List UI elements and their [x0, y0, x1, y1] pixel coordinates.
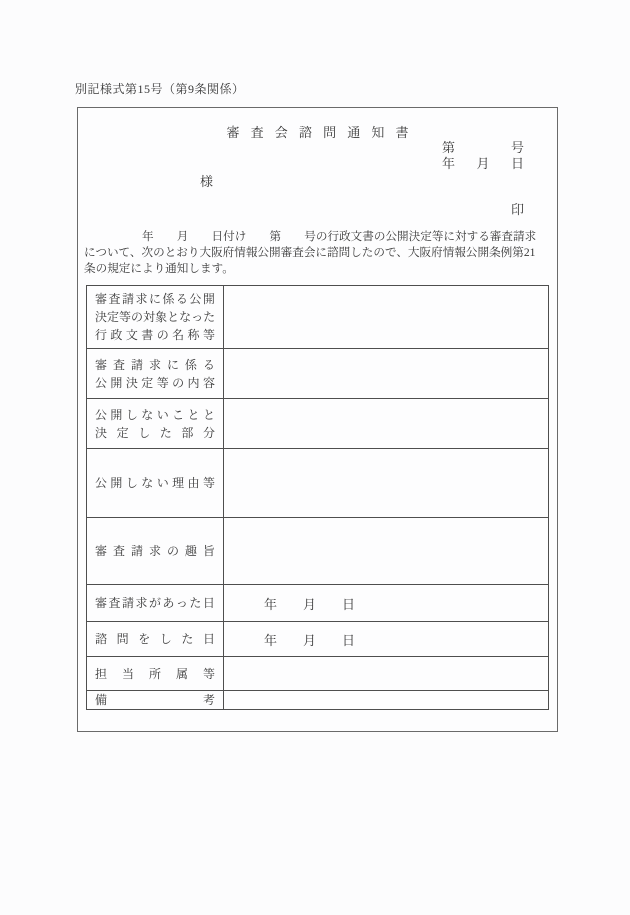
row-label-line: 決 定 等 の 対 象 と な っ た [95, 310, 216, 324]
date-placeholder: 年 月 日 [264, 632, 355, 648]
row-value-consultation-date [224, 622, 548, 656]
row-label-line: 決 定 し た 部 分 [95, 425, 215, 440]
row-label-line: 審 査 請 求 に 係 る 公 開 [95, 292, 215, 306]
row-label-nondisclosure-reason [87, 449, 224, 517]
body-paragraph-line: 年 月 日付け 第 号の行政文書の公開決定等に対する審査請求 [84, 230, 537, 243]
table-row-request-purpose [87, 517, 548, 584]
row-label-line: 審 査 請 求 が あ っ た 日 [95, 596, 215, 610]
row-value-decision-content [224, 349, 548, 398]
table-row-department [87, 656, 548, 690]
row-label-line: 備 考 [95, 692, 215, 707]
body-paragraph [84, 229, 557, 277]
addressee-honorific: 様 [200, 174, 214, 189]
row-label-document-name [87, 286, 224, 348]
form-reference-label: 別記様式第15号（第9条関係） [75, 82, 245, 96]
row-label-consultation-date [87, 622, 224, 656]
row-label-request-date [87, 585, 224, 621]
row-value-department [224, 657, 548, 690]
body-paragraph-line: について、次のとおり大阪府情報公開審査会に諮問したので、大阪府情報公開条例第21 [84, 246, 536, 259]
row-label-line: 公 開 し な い 理 由 等 [95, 476, 215, 490]
table-row-remarks [87, 690, 548, 709]
date-placeholder: 年 月 日 [264, 596, 355, 612]
table-row-decision-content [87, 348, 548, 398]
row-label-decision-content [87, 349, 224, 398]
doc-number-block [442, 140, 524, 172]
row-value-remarks [224, 691, 548, 709]
row-value-request-purpose [224, 518, 548, 584]
doc-date-line: 年 月 日 [442, 156, 524, 171]
row-label-line: 行 政 文 書 の 名 称 等 [95, 328, 215, 342]
table-row-nondisclosure-reason [87, 448, 548, 517]
body-paragraph-line: 条の規定により通知します。 [84, 262, 234, 275]
table-row-consultation-date [87, 621, 548, 656]
table-row-nondisclosed-part [87, 398, 548, 448]
row-label-request-purpose [87, 518, 224, 584]
row-value-nondisclosure-reason [224, 449, 548, 517]
notice-form-box [77, 107, 558, 732]
row-label-department [87, 657, 224, 690]
row-label-line: 審 査 請 求 の 趣 旨 [95, 544, 215, 558]
row-value-request-date [224, 585, 548, 621]
table-row-request-date [87, 584, 548, 621]
row-label-remarks [87, 691, 224, 709]
row-label-line: 諮 問 を し た 日 [95, 632, 215, 646]
row-label-nondisclosed-part [87, 399, 224, 448]
seal-mark: 印 [510, 202, 524, 217]
row-value-nondisclosed-part [224, 399, 548, 448]
table-row-document-name [87, 286, 548, 348]
row-label-line: 公 開 決 定 等 の 内 容 [95, 375, 215, 390]
row-label-line: 公 開 し な い こ と と [95, 407, 215, 422]
document-title: 審 査 会 諮 問 通 知 書 [226, 125, 409, 140]
row-label-line: 担 当 所 属 等 [95, 666, 215, 681]
doc-number-line: 第 号 [442, 140, 524, 155]
row-value-document-name [224, 286, 548, 348]
row-label-line: 審 査 請 求 に 係 る [95, 357, 215, 372]
form-table [86, 285, 549, 710]
